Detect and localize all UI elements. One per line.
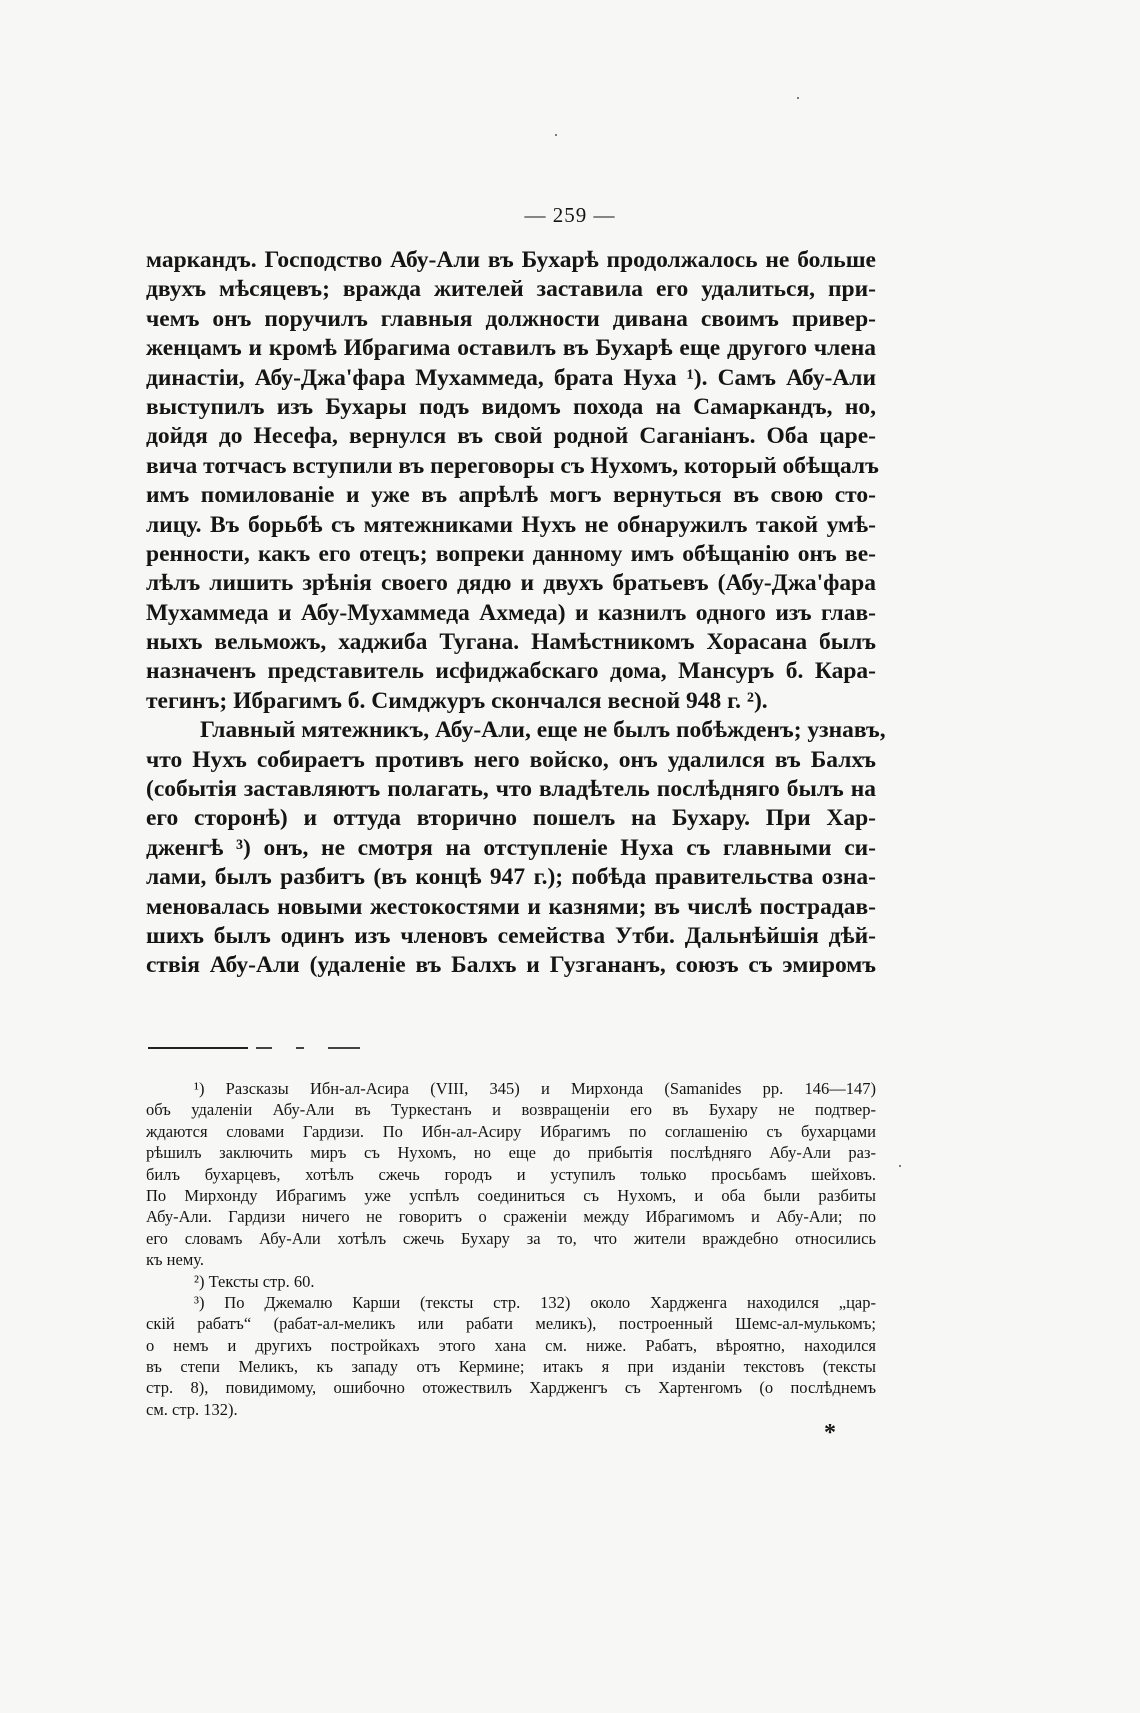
footnote-line: скій рабатъ“ (рабат-ал-меликъ или рабати меликъ), построенный Шемс-ал-мулькомъ; <box>146 1314 876 1334</box>
text-line: выступилъ изъ Бухары подъ видомъ похода на Самаркандъ, но, <box>146 393 876 420</box>
footnote-line: ³) По Джемалю Карши (тексты стр. 132) около Хардженга находился „цар- <box>194 1292 876 1312</box>
text-line: ныхъ вельможъ, хаджиба Тугана. Намѣстникомъ Хорасана былъ <box>146 629 876 656</box>
text-line: меновалась новыми жестокостями и казнями; въ числѣ пострадав- <box>146 893 876 920</box>
text-line: назначенъ представитель исфиджабскаго дома, Мансуръ б. Кара- <box>146 658 876 685</box>
footnote-line: стр. 8), повидимому, ошибочно отожествилъ Хардженгъ съ Хартенгомъ (о послѣднемъ <box>146 1378 876 1398</box>
text-line: (событія заставляютъ полагать, что владѣтель послѣдняго былъ на <box>146 776 876 803</box>
footnote-line: ¹) Разсказы Ибн-ал-Асира (VIII, 345) и Мирхонда (Samanides pp. 146—147) <box>194 1079 876 1098</box>
footnote-line: о немъ и другихъ постройкахъ этого хана см. ниже. Рабатъ, вѣроятно, находился <box>146 1335 876 1355</box>
text-line: лицу. Въ борьбѣ съ мятежниками Нухъ не обнаружилъ такой умѣ- <box>146 511 876 538</box>
signature-mark: * <box>824 1420 836 1446</box>
footnote-line: Абу-Али. Гардизи ничего не говоритъ о сраженіи между Ибрагимомъ и Абу-Али; по <box>146 1207 876 1227</box>
footnotes <box>146 1078 876 1420</box>
footnote-line: билъ бухарцевъ, хотѣлъ сжечь городъ и уступилъ только просьбамъ шейховъ. <box>146 1164 876 1184</box>
text-line: его сторонѣ) и оттуда вторично пошелъ на Бухару. При Хар- <box>146 805 876 832</box>
text-line: шихъ былъ одинъ изъ членовъ семейства Утби. Дальнѣйшія дѣй- <box>146 922 876 949</box>
text-line: Главный мятежникъ, Абу-Али, еще не былъ побѣжденъ; узнавъ, <box>200 717 886 744</box>
text-line: чемъ онъ поручилъ главныя должности дивана своимъ привер- <box>146 305 876 332</box>
text-line: династіи, Абу-Джа'фара Мухаммеда, брата Нуха ¹). Самъ Абу-Али <box>146 364 876 391</box>
text-line: Мухаммеда и Абу-Мухаммеда Ахмеда) и казнилъ одного изъ глав- <box>146 599 876 626</box>
scan-speck <box>555 134 557 136</box>
text-line: дойдя до Несефа, вернулся въ свой родной Саганіанъ. Оба царе- <box>146 423 876 450</box>
footnote-line: объ удаленіи Абу-Али въ Туркестанъ и возвращеніи его въ Бухару не подтвер- <box>146 1100 876 1120</box>
footnote-line: см. стр. 132). <box>146 1399 238 1419</box>
text-line: дженгѣ ³) онъ, не смотря на отступленіе Нуха съ главными си- <box>146 834 876 861</box>
footnote-line: По Мирхонду Ибрагимъ уже успѣлъ соединиться съ Нухомъ, и оба были разбиты <box>146 1185 876 1205</box>
text-line: что Нухъ собираетъ противъ него войско, онъ удалился въ Балхъ <box>146 746 876 773</box>
text-line: лами, былъ разбитъ (въ концѣ 947 г.); побѣда правительства озна- <box>146 864 876 891</box>
main-text <box>146 246 886 981</box>
text-line: ствія Абу-Али (удаленіе въ Балхъ и Гузгананъ, союзъ съ эмиромъ <box>146 952 876 979</box>
text-line: тегинъ; Ибрагимъ б. Симджуръ скончался весной 948 г. ²). <box>146 687 768 714</box>
footnote-line: ²) Тексты стр. 60. <box>194 1271 315 1291</box>
footnote-line: къ нему. <box>146 1250 204 1270</box>
text-line: маркандъ. Господство Абу-Али въ Бухарѣ продолжалось не больше <box>146 247 876 273</box>
footnote-line: въ степи Меликъ, къ западу отъ Кермине; итакъ я при изданіи текстовъ (тексты <box>146 1357 876 1377</box>
footnote-separator <box>148 1047 360 1049</box>
scan-speck <box>797 97 799 99</box>
text-line: двухъ мѣсяцевъ; вражда жителей заставила его удалиться, при- <box>146 276 876 303</box>
footnote-line: рѣшилъ заключить миръ съ Нухомъ, но еще до прибытія послѣдняго Абу-Али раз- <box>146 1143 876 1163</box>
page-number: — 259 — <box>524 203 616 227</box>
text-line: имъ помилованіе и уже въ апрѣлѣ могъ вернуться въ свою сто- <box>146 482 876 509</box>
footnote-line: его словамъ Абу-Али хотѣлъ сжечь Бухару за то, что жители враждебно относились <box>146 1228 876 1248</box>
text-line: лѣлъ лишить зрѣнія своего дядю и двухъ братьевъ (Абу-Джа'фара <box>146 570 876 597</box>
footnote-line: ждаются словами Гардизи. По Ибн-ал-Асиру Ибрагимъ по соглашенію съ бухарцами <box>146 1121 876 1141</box>
scan-speck <box>899 1165 901 1167</box>
text-line: вича тотчасъ вступили въ переговоры съ Нухомъ, который обѣщалъ <box>146 452 879 479</box>
text-line: ренности, какъ его отецъ; вопреки данному имъ обѣщанію онъ ве- <box>146 540 876 567</box>
text-line: женцамъ и кромѣ Ибрагима оставилъ въ Бухарѣ еще другого члена <box>146 335 876 362</box>
